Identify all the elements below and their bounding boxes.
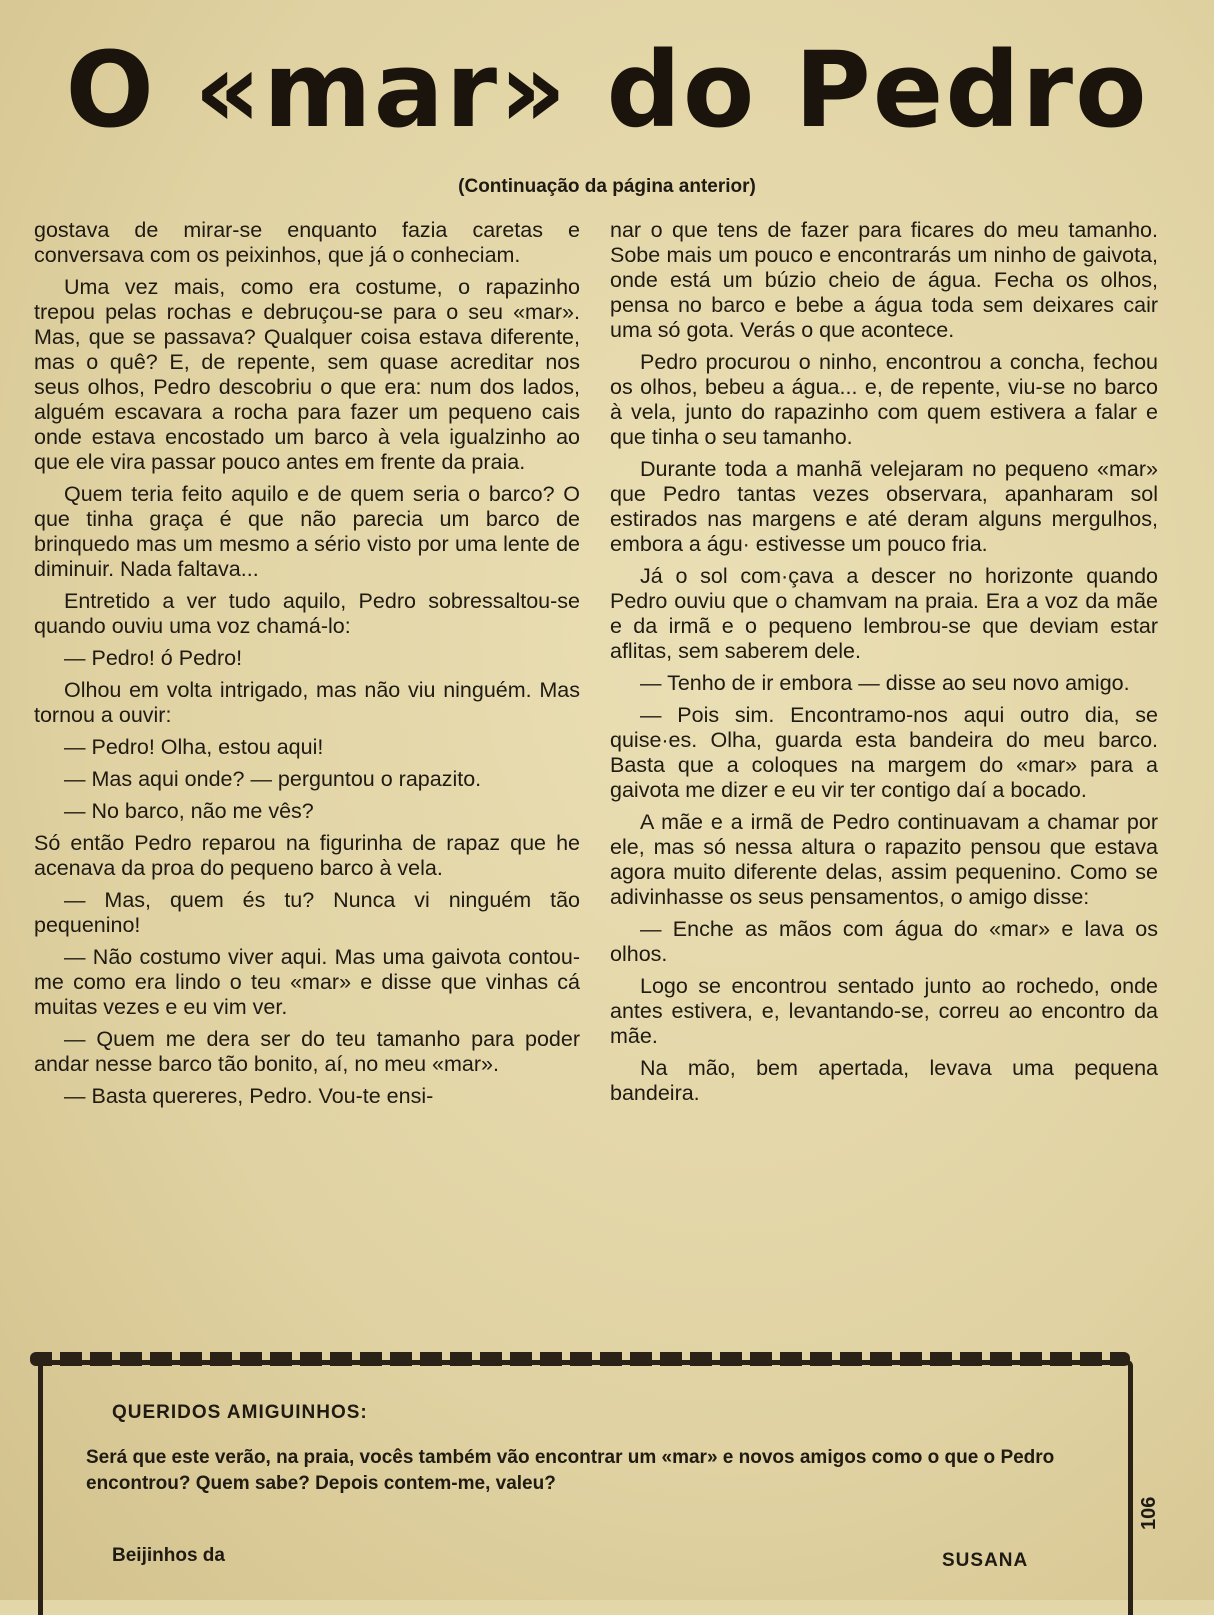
paragraph: Quem teria feito aquilo e de quem seria o barco? O que tinha graça é que não parecia um barco de brinquedo mas um mesmo a sério visto por uma lente de diminuir. Nada faltava...: [34, 482, 580, 581]
paragraph: nar o que tens de fazer para ficares do meu tamanho. Sobe mais um pouco e encontrarás um ninho de gaivota, onde está um búzio cheio de água. Fecha os olhos, pensa no barco e bebe a água toda sem deixares cair uma só gota. Verás o que acontece.: [610, 218, 1158, 342]
paragraph: — Mas, quem és tu? Nunca vi ninguém tão pequenino!: [34, 888, 580, 937]
paragraph: A mãe e a irmã de Pedro continuavam a chamar por ele, mas só nessa altura o rapazito pensou que estava agora muito diferente delas, assim pequenino. Como se adivinhasse os seus pensamentos, o amigo disse:: [610, 810, 1158, 909]
paragraph: Logo se encontrou sentado junto ao rochedo, onde antes estivera, e, levantando-se, correu ao encontro da mãe.: [610, 974, 1158, 1048]
paragraph: — Basta quereres, Pedro. Vou-te ensi-: [64, 1084, 434, 1108]
letter-closing: Beijinhos da: [112, 1545, 225, 1566]
letter-signature: SUSANA: [942, 1550, 1029, 1571]
page-number: 106: [1138, 1496, 1160, 1530]
paragraph: Olhou em volta intrigado, mas não viu ninguém. Mas tornou a ouvir:: [34, 678, 580, 727]
left-column: [34, 218, 580, 1116]
right-column: [610, 218, 1158, 1113]
paragraph: — Pedro! ó Pedro!: [64, 646, 243, 670]
paragraph: — Pois sim. Encontramo-nos aqui outro dia, se quise·es. Olha, guarda esta bandeira do meu barco. Basta que a coloques na margem do «mar» para a gaivota me dizer e eu vir ter contigo daí a bocado.: [610, 703, 1158, 802]
paragraph: Pedro procurou o ninho, encontrou a concha, fechou os olhos, bebeu a água... e, de repente, viu-se no barco à vela, junto do rapazinho com quem estivera a falar e que tinha o seu tamanho.: [610, 350, 1158, 449]
paragraph: Entretido a ver tudo aquilo, Pedro sobressaltou-se quando ouviu uma voz chamá-lo:: [34, 589, 580, 638]
article-title: O «mar» do Pedro: [65, 29, 1149, 151]
article-subtitle: (Continuação da página anterior): [458, 176, 756, 197]
paragraph: — Tenho de ir embora — disse ao seu novo amigo.: [640, 671, 1130, 695]
paragraph: — Pedro! Olha, estou aqui!: [64, 735, 324, 759]
paragraph: — Mas aqui onde? — perguntou o rapazito.: [64, 767, 482, 791]
paragraph: gostava de mirar-se enquanto fazia caretas e conversava com os peixinhos, que já o conheciam.: [34, 218, 580, 267]
paragraph: — Enche as mãos com água do «mar» e lava os olhos.: [610, 917, 1158, 966]
paragraph: — Não costumo viver aqui. Mas uma gaivota contou-me como era lindo o teu «mar» e disse que vinhas cá muitas vezes e eu vim ver.: [34, 945, 580, 1019]
letter-text: Será que este verão, na praia, vocês também vão encontrar um «mar» e novos amigos como o que o Pedro encontrou? Quem sabe? Depois contem-me, valeu?: [86, 1447, 1055, 1494]
paragraph: Durante toda a manhã velejaram no pequeno «mar» que Pedro tantas vezes observara, apanharam sol estirados nas margens e até deram alguns mergulhos, embora a águ· estivesse um pouco fria.: [610, 457, 1158, 556]
paragraph: Só então Pedro reparou na figurinha de rapaz que he acenava da proa do pequeno barco à vela.: [34, 831, 580, 880]
paragraph: — No barco, não me vês?: [64, 799, 314, 823]
paragraph: — Quem me dera ser do teu tamanho para poder andar nesse barco tão bonito, aí, no meu «mar».: [34, 1027, 580, 1076]
paragraph: Uma vez mais, como era costume, o rapazinho trepou pelas rochas e debruçou-se para o seu «mar». Mas, que se passava? Qualquer coisa estava diferente, mas o quê? E, de repente, sem quase acreditar nos seus olhos, Pedro descobriu o que era: num dos lados, alguém escavara a rocha para fazer um pequeno cais onde estava encostado um barco à vela igualzinho ao que ele vira passar pouco antes em frente da praia.: [34, 275, 580, 474]
paragraph: Na mão, bem apertada, levava uma pequena bandeira.: [610, 1056, 1158, 1105]
letter-heading: QUERIDOS AMIGUINHOS:: [112, 1402, 368, 1423]
paragraph: Já o sol com·çava a descer no horizonte quando Pedro ouviu que o chamvam na praia. Era a voz da mãe e da irmã e o pequeno lembrou-se que deviam estar aflitas, sem saberem dele.: [610, 564, 1158, 663]
